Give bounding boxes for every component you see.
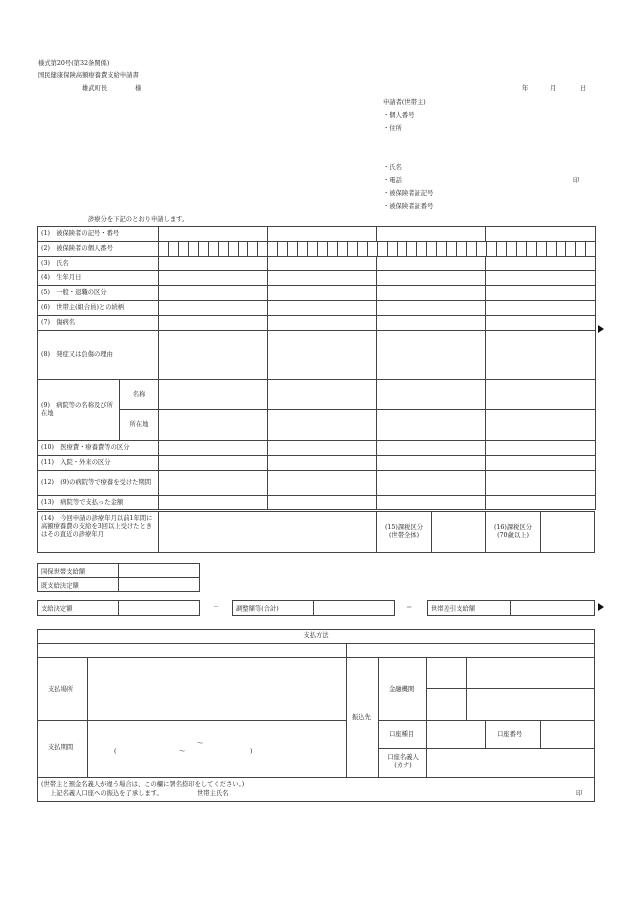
householder-name-input[interactable] — [240, 788, 560, 799]
row2-label: (2) 被保険者の個人番号 — [38, 242, 159, 257]
row8-cell-4[interactable] — [486, 331, 596, 380]
row12-cell-3[interactable] — [377, 471, 486, 496]
table-row — [38, 380, 596, 410]
row12-cell-4[interactable] — [486, 471, 596, 496]
date-year: 年 — [522, 85, 529, 92]
row1-cell-4[interactable] — [486, 227, 596, 242]
table-row — [38, 441, 596, 456]
row6-cell-2[interactable] — [268, 301, 377, 316]
table-row — [38, 410, 596, 441]
row10-cell-1[interactable] — [159, 441, 268, 456]
row3-cell-2[interactable] — [268, 257, 377, 271]
applicant-address: ・住所 — [383, 125, 402, 132]
divider — [346, 657, 347, 777]
row3-cell-4[interactable] — [486, 257, 596, 271]
kokuho-input[interactable] — [118, 563, 200, 578]
row9-location-label: 所在地 — [120, 410, 159, 441]
applicant-heading: 申請者(世帯主) — [383, 99, 426, 106]
row7-cell-2[interactable] — [268, 316, 377, 331]
row4-label: (4) 生年月日 — [38, 271, 159, 286]
row1-cell-3[interactable] — [377, 227, 486, 242]
row14-input[interactable] — [158, 511, 377, 553]
row11-label: (11) 入院・外来の区分 — [38, 456, 159, 471]
kisikyu-label-cell — [37, 577, 119, 592]
row6-cell-1[interactable] — [159, 301, 268, 316]
row10-cell-2[interactable] — [268, 441, 377, 456]
row7-cell-4[interactable] — [486, 316, 596, 331]
row16-input[interactable] — [540, 511, 595, 553]
row13-cell-1[interactable] — [159, 496, 268, 510]
bank-label: 金融機関 — [389, 686, 415, 693]
period-tilde: ～ — [179, 748, 186, 755]
table-row — [38, 286, 596, 301]
payment-period-label: 支払期間 — [48, 744, 74, 751]
divider — [346, 643, 347, 657]
account-holder-label: 口座名義人 (カナ) — [387, 754, 419, 769]
row4-cell-2[interactable] — [268, 271, 377, 286]
row4-cell-3[interactable] — [377, 271, 486, 286]
row11-cell-3[interactable] — [377, 456, 486, 471]
form-title: 国民健康保険高額療養費支給申請書 — [38, 72, 139, 79]
row1-cell-2[interactable] — [268, 227, 377, 242]
applicant-name: ・氏名 — [383, 164, 402, 171]
payment-place-input[interactable] — [88, 658, 345, 719]
sashihiki-label-cell — [427, 600, 511, 616]
payment-place-label: 支払場所 — [48, 686, 74, 693]
arrow-right-icon — [598, 325, 604, 333]
footer-consent: 上記名義人口座への振込を了承します。 — [50, 790, 163, 797]
divider — [37, 777, 595, 778]
row4-cell-4[interactable] — [486, 271, 596, 286]
row9-loc-cell-1[interactable] — [159, 410, 268, 441]
kokuho-label-cell — [37, 563, 119, 578]
row1-label: (1) 被保険者の記号・番号 — [38, 227, 159, 242]
kokuho-label: 国保世帯支給額 — [41, 568, 86, 575]
row9-loc-cell-4[interactable] — [486, 410, 596, 441]
table-row — [38, 471, 596, 496]
shikyu-label: 支給決定額 — [41, 605, 73, 613]
row9-name-cell-1[interactable] — [159, 380, 268, 410]
row8-label: (8) 発症又は負傷の理由 — [38, 331, 159, 380]
row5-cell-1[interactable] — [159, 286, 268, 301]
row9-name-cell-4[interactable] — [486, 380, 596, 410]
row7-cell-1[interactable] — [159, 316, 268, 331]
period-paren-close: ) — [250, 748, 253, 755]
row13-cell-3[interactable] — [377, 496, 486, 510]
row11-cell-4[interactable] — [486, 456, 596, 471]
intro-text: 診療分を下記のとおり申請します。 — [88, 216, 189, 223]
row9-loc-cell-3[interactable] — [377, 410, 486, 441]
arrow-right-icon — [598, 603, 604, 611]
minus-sign: － — [213, 604, 220, 611]
row8-cell-1[interactable] — [159, 331, 268, 380]
table-row — [38, 316, 596, 331]
row10-cell-3[interactable] — [377, 441, 486, 456]
row13-label: (13) 病院等で支払った金額 — [38, 496, 159, 510]
row3-cell-1[interactable] — [159, 257, 268, 271]
transfer-label: 振込先 — [352, 714, 371, 721]
row12-label: (12) (9)の病院等で療養を受けた期間 — [38, 471, 159, 496]
table-row — [38, 257, 596, 271]
period-tilde: ～ — [197, 740, 204, 747]
table-row — [38, 271, 596, 286]
footer-note: (世帯主と預金名義人が違う場合は、この欄に署名捺印をしてください。) — [41, 781, 245, 788]
date-day: 日 — [580, 85, 587, 92]
sashihiki-label: 世帯差引支給額 — [431, 605, 476, 613]
row7-label: (7) 傷病名 — [38, 316, 159, 331]
divider — [37, 720, 346, 721]
row15-label-cell — [376, 511, 432, 553]
table-row — [38, 242, 596, 257]
row6-cell-4[interactable] — [486, 301, 596, 316]
table-row — [38, 456, 596, 471]
row15-input[interactable] — [431, 511, 486, 553]
row1-cell-1[interactable] — [159, 227, 268, 242]
row14-label: (14) 今回申請の診療年月以前1年間に高額療養費の支給を3回以上受けたときはその直近の診療年月 — [41, 515, 153, 538]
shikyu-input[interactable] — [118, 600, 200, 616]
row11-cell-1[interactable] — [159, 456, 268, 471]
honorific: 様 — [135, 85, 142, 92]
row5-cell-4[interactable] — [486, 286, 596, 301]
row12-cell-2[interactable] — [268, 471, 377, 496]
row6-cell-3[interactable] — [377, 301, 486, 316]
row3-label: (3) 氏名 — [38, 257, 159, 271]
row10-cell-4[interactable] — [486, 441, 596, 456]
table-row — [38, 331, 596, 380]
account-number-input[interactable] — [541, 721, 594, 747]
chosei-label-cell — [232, 600, 314, 616]
row9-name-cell-3[interactable] — [377, 380, 486, 410]
applicant-my-number: ・個人番号 — [383, 112, 415, 119]
account-type-label: 口座種目 — [389, 731, 415, 738]
row13-cell-2[interactable] — [268, 496, 377, 510]
shikyu-label-cell — [37, 600, 119, 616]
row15-label: (15)課税区分 (世帯全体) — [384, 524, 424, 539]
row16-label-cell — [485, 511, 541, 553]
row9-name-cell-2[interactable] — [268, 380, 377, 410]
row4-cell-1[interactable] — [159, 271, 268, 286]
addressee: 雄武町長 — [82, 85, 108, 92]
kisikyu-input[interactable] — [118, 577, 200, 592]
table-row — [38, 496, 596, 510]
insured-symbol: ・被保険者証記号 — [383, 190, 434, 197]
householder-name-label: 世帯主氏名 — [197, 790, 229, 797]
bank-input[interactable] — [427, 658, 594, 719]
row7-cell-3[interactable] — [377, 316, 486, 331]
divider — [485, 720, 486, 748]
equals-sign: ＝ — [406, 604, 413, 611]
payment-heading: 支払方法 — [303, 632, 329, 639]
kisikyu-label: 既支給決定額 — [41, 582, 79, 589]
row9-label: (9) 病院等の名称及び所在地 — [38, 380, 120, 441]
footer-seal: 印 — [576, 790, 583, 797]
applicant-seal: 印 — [573, 177, 580, 184]
row13-cell-4[interactable] — [486, 496, 596, 510]
row11-cell-2[interactable] — [268, 456, 377, 471]
period-paren-open: ( — [114, 748, 117, 755]
insured-number: ・被保険者証番号 — [383, 203, 434, 210]
chosei-input[interactable] — [313, 600, 395, 616]
chosei-label: 調整額等(合計) — [236, 605, 279, 613]
account-holder-input[interactable] — [427, 749, 594, 776]
divider — [378, 657, 379, 777]
row6-label: (6) 世帯主(組合員)との続柄 — [38, 301, 159, 316]
row12-cell-1[interactable] — [159, 471, 268, 496]
main-table — [37, 226, 596, 510]
row16-label: (16)課税区分 (70歳以上) — [493, 524, 533, 539]
row3-cell-3[interactable] — [377, 257, 486, 271]
form-number: 様式第20号(第32条関係) — [38, 60, 110, 67]
account-number-label: 口座番号 — [497, 731, 523, 738]
row8-cell-2[interactable] — [268, 331, 377, 380]
date-month: 月 — [550, 85, 557, 92]
row5-cell-3[interactable] — [377, 286, 486, 301]
table-row — [38, 227, 596, 242]
account-type-input[interactable] — [427, 721, 484, 747]
row8-cell-3[interactable] — [377, 331, 486, 380]
row5-cell-2[interactable] — [268, 286, 377, 301]
row5-label: (5) 一般・退職の区分 — [38, 286, 159, 301]
sashihiki-input[interactable] — [510, 600, 595, 616]
row9-loc-cell-2[interactable] — [268, 410, 377, 441]
row10-label: (10) 医療費・療養費等の区分 — [38, 441, 159, 456]
row14-label-cell — [37, 511, 159, 553]
row9-name-label: 名称 — [120, 380, 159, 410]
divider — [37, 643, 595, 644]
applicant-phone: ・電話 — [383, 177, 402, 184]
table-row — [38, 301, 596, 316]
my-number-digit-grid[interactable] — [159, 242, 596, 257]
